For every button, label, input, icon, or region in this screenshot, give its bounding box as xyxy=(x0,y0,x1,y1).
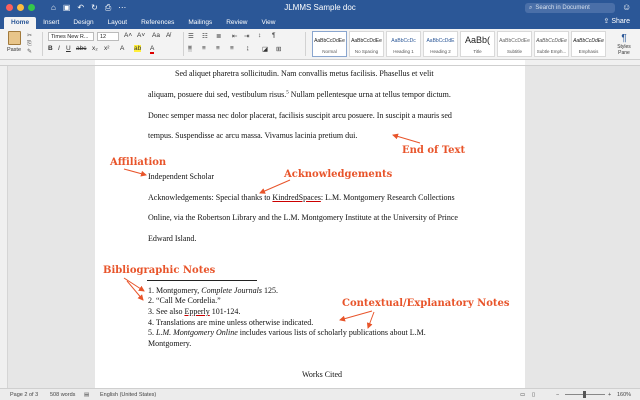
tab-insert[interactable]: Insert xyxy=(43,19,60,26)
superscript-icon[interactable]: x² xyxy=(104,45,110,52)
format-painter-icon[interactable]: ✎ xyxy=(27,49,33,55)
align-left-icon[interactable]: ≡ xyxy=(188,45,192,52)
style-name: No Spacing xyxy=(354,49,379,54)
body-text: 5. xyxy=(148,328,156,337)
ribbon-tabs xyxy=(0,15,640,29)
align-center-icon[interactable]: ≡ xyxy=(202,45,206,52)
style-name: Heading 2 xyxy=(430,49,451,54)
window-controls xyxy=(6,4,35,11)
web-layout-icon[interactable]: ▯ xyxy=(532,392,536,398)
share-label: Share xyxy=(611,18,630,25)
footnote: Montgomery. xyxy=(148,339,192,348)
zoom-level[interactable]: 160% xyxy=(617,392,632,398)
style-preview: AaBbCcDdEe xyxy=(499,38,530,44)
multilevel-list-icon[interactable]: ≣ xyxy=(216,33,222,40)
title-bar xyxy=(0,0,640,15)
text-effects-icon[interactable]: A xyxy=(120,45,125,52)
annotation-bibliographic-notes: Bibliographic Notes xyxy=(103,265,216,276)
divider xyxy=(42,32,43,56)
font-size-select[interactable]: 12 xyxy=(97,32,119,41)
bullets-icon[interactable]: ☰ xyxy=(188,33,194,40)
search-placeholder: Search in Document xyxy=(535,5,590,11)
ribbon xyxy=(0,29,640,60)
ruler-text-area xyxy=(95,60,525,65)
style-heading-2[interactable] xyxy=(423,31,458,57)
word-count[interactable]: 508 words xyxy=(50,392,76,398)
style-name: Heading 1 xyxy=(393,49,414,54)
bold-icon[interactable]: B xyxy=(48,45,53,52)
style-preview: AaBbCcDdEe xyxy=(314,38,345,44)
body-line: Sed aliquet pharetra sollicitudin. Nam convallis metus facilisis. Phasellus et velit xyxy=(175,69,434,78)
tab-design[interactable]: Design xyxy=(73,19,94,26)
body-text: aliquam, posuere dui sed, vestibulum risus. xyxy=(148,90,287,99)
zoom-window-button[interactable] xyxy=(28,4,35,11)
copy-icon[interactable]: ⎘ xyxy=(27,41,32,47)
zoom-slider-handle[interactable] xyxy=(583,391,586,398)
style-preview: AaBbCcDdEe xyxy=(573,38,604,44)
underline-icon[interactable]: U xyxy=(66,45,71,52)
borders-icon[interactable]: ⊞ xyxy=(276,46,282,53)
epperly-text: Epperly xyxy=(184,307,210,316)
footnote: 2. “Call Me Cordelia.” xyxy=(148,296,221,305)
footnote xyxy=(148,286,278,295)
clipboard-icon xyxy=(8,31,21,45)
style-preview: AaBbCcDc xyxy=(391,38,416,44)
styles-pane-button[interactable] xyxy=(612,33,636,56)
justify-icon[interactable]: ≡ xyxy=(230,45,234,52)
shrink-font-icon[interactable]: A˅ xyxy=(137,32,146,39)
style-preview: AaBbCcDdE xyxy=(426,38,455,44)
style-name: Title xyxy=(473,49,482,54)
increase-indent-icon[interactable]: ⇥ xyxy=(244,33,250,40)
acknowledgements-line xyxy=(148,193,455,202)
redo-icon[interactable]: ↻ xyxy=(91,2,98,12)
style-name: Subtle Emph... xyxy=(536,49,567,54)
change-case-icon[interactable]: Aa xyxy=(152,32,160,39)
style-emphasis[interactable] xyxy=(571,31,606,57)
body-line: Donec semper massa nec dolor placerat, facilisis suscipit arcu posuere. In suscipit a mauris sed xyxy=(148,111,452,120)
body-text: Nullam pellentesque urna at tellus tempor dictum. xyxy=(288,90,451,99)
body-text: 101-124. xyxy=(209,307,241,316)
print-layout-icon[interactable]: ▭ xyxy=(520,392,526,398)
zoom-in-icon[interactable]: + xyxy=(608,392,612,398)
sort-icon[interactable]: ↕ xyxy=(258,32,262,39)
font-color-icon[interactable]: A xyxy=(150,45,155,52)
document-page[interactable] xyxy=(95,66,525,388)
status-bar xyxy=(0,388,640,400)
grow-font-icon[interactable]: A˄ xyxy=(124,32,133,39)
annotation-end-of-text: End of Text xyxy=(402,145,466,156)
footnote: 4. Translations are mine unless otherwise indicated. xyxy=(148,318,314,327)
divider xyxy=(305,32,306,56)
footnote-separator xyxy=(147,280,257,281)
acknowledgements-line: Online, via the Robertson Library and the L.M. Montgomery Institute at the University of Prince xyxy=(148,213,458,222)
strikethrough-icon[interactable]: abc xyxy=(76,45,87,52)
style-heading-1[interactable] xyxy=(386,31,421,57)
zoom-out-icon[interactable]: − xyxy=(556,392,560,398)
annotation-contextual-notes: Contextual/Explanatory Notes xyxy=(342,298,510,309)
vertical-ruler xyxy=(0,66,8,388)
search-input[interactable] xyxy=(525,3,615,13)
tab-references[interactable]: References xyxy=(141,19,175,26)
body-line xyxy=(148,90,451,99)
footnote-ref[interactable]: 5 xyxy=(286,90,289,96)
decrease-indent-icon[interactable]: ⇤ xyxy=(232,33,238,40)
clipboard-tools xyxy=(27,32,32,56)
highlight-icon[interactable]: ab xyxy=(134,45,142,52)
quick-access-toolbar xyxy=(51,3,126,13)
body-text: includes various lists of scholarly publications about L.M. xyxy=(237,328,426,337)
paste-label: Paste xyxy=(6,47,22,53)
save-icon[interactable]: ▣ xyxy=(62,2,71,12)
more-icon[interactable]: ⋯ xyxy=(118,2,127,12)
works-cited-heading: Works Cited xyxy=(302,370,343,379)
styles-pane-icon: ¶ xyxy=(621,33,627,44)
body-text: 3. See also xyxy=(148,307,185,316)
style-title[interactable] xyxy=(460,31,495,57)
close-window-button[interactable] xyxy=(6,4,13,11)
styles-gallery xyxy=(312,31,606,57)
style-no-spacing[interactable] xyxy=(349,31,384,57)
tab-review[interactable]: Review xyxy=(226,19,248,26)
style-subtle-emphasis[interactable] xyxy=(534,31,569,57)
body-text: : L.M. Montgomery Research Collections xyxy=(320,193,455,202)
tab-view[interactable]: View xyxy=(261,19,276,26)
style-preview: AaBbCcDdEe xyxy=(536,38,567,44)
footnote xyxy=(148,307,240,316)
italic-icon[interactable]: I xyxy=(58,45,60,52)
style-preview: AaBbCcDdEe xyxy=(351,38,382,44)
body-text: 1. Montgomery, xyxy=(148,286,202,295)
home-icon[interactable]: ⌂ xyxy=(51,2,56,12)
kindredspaces-link[interactable]: KindredSpaces xyxy=(272,193,321,202)
body-text: Acknowledgements: Special thanks to xyxy=(148,193,273,202)
minimize-window-button[interactable] xyxy=(17,4,24,11)
style-subtitle[interactable] xyxy=(497,31,532,57)
proofing-icon[interactable]: ▤ xyxy=(84,392,90,398)
annotation-acknowledgements: Acknowledgements xyxy=(284,169,393,180)
footnote xyxy=(148,328,426,337)
divider xyxy=(183,32,184,56)
clear-formatting-icon[interactable]: A̸ xyxy=(166,32,171,39)
shading-icon[interactable]: ◪ xyxy=(262,46,269,53)
page-count[interactable]: Page 2 of 3 xyxy=(10,392,39,398)
cut-icon[interactable]: ✂ xyxy=(27,33,33,39)
search-icon: ⌕ xyxy=(529,4,533,11)
annotation-affiliation: Affiliation xyxy=(110,157,167,168)
styles-pane-label: Styles Pane xyxy=(617,44,631,56)
subscript-icon[interactable]: x₂ xyxy=(92,45,98,52)
tab-layout[interactable]: Layout xyxy=(107,19,128,26)
line-spacing-icon[interactable]: ↨ xyxy=(246,45,250,52)
share-icon: ⇪ xyxy=(603,18,610,25)
style-name: Emphasis xyxy=(578,49,599,54)
language-status[interactable]: English (United States) xyxy=(100,392,157,398)
affiliation-line: Independent Scholar xyxy=(148,172,214,181)
window-title: JLMMS Sample doc xyxy=(284,3,356,12)
style-normal[interactable] xyxy=(312,31,347,57)
style-preview: AaBb( xyxy=(464,35,490,45)
align-right-icon[interactable]: ≡ xyxy=(216,45,220,52)
undo-icon[interactable]: ↶ xyxy=(77,2,85,12)
acknowledgements-line: Edward Island. xyxy=(148,234,197,243)
numbering-icon[interactable]: ☷ xyxy=(202,33,208,40)
style-name: Normal xyxy=(322,49,337,54)
print-icon[interactable]: ⎙ xyxy=(104,2,112,12)
style-name: Subtitle xyxy=(506,49,522,54)
body-text: 125. xyxy=(261,286,278,295)
feedback-icon[interactable]: ☺ xyxy=(622,2,632,12)
body-line: tempus. Suspendisse ac arcu massa. Vivamus lacinia pretium dui. xyxy=(148,131,358,140)
paste-button[interactable] xyxy=(4,31,24,53)
font-name-select[interactable]: Times New R... xyxy=(48,32,94,41)
tab-home[interactable]: Home xyxy=(4,17,36,29)
italic-text: L.M. Montgomery Online xyxy=(156,328,238,337)
share-button[interactable] xyxy=(603,17,630,25)
tab-mailings[interactable]: Mailings xyxy=(188,19,213,26)
italic-text: Complete Journals xyxy=(201,286,262,295)
show-formatting-icon[interactable]: ¶ xyxy=(272,32,276,39)
